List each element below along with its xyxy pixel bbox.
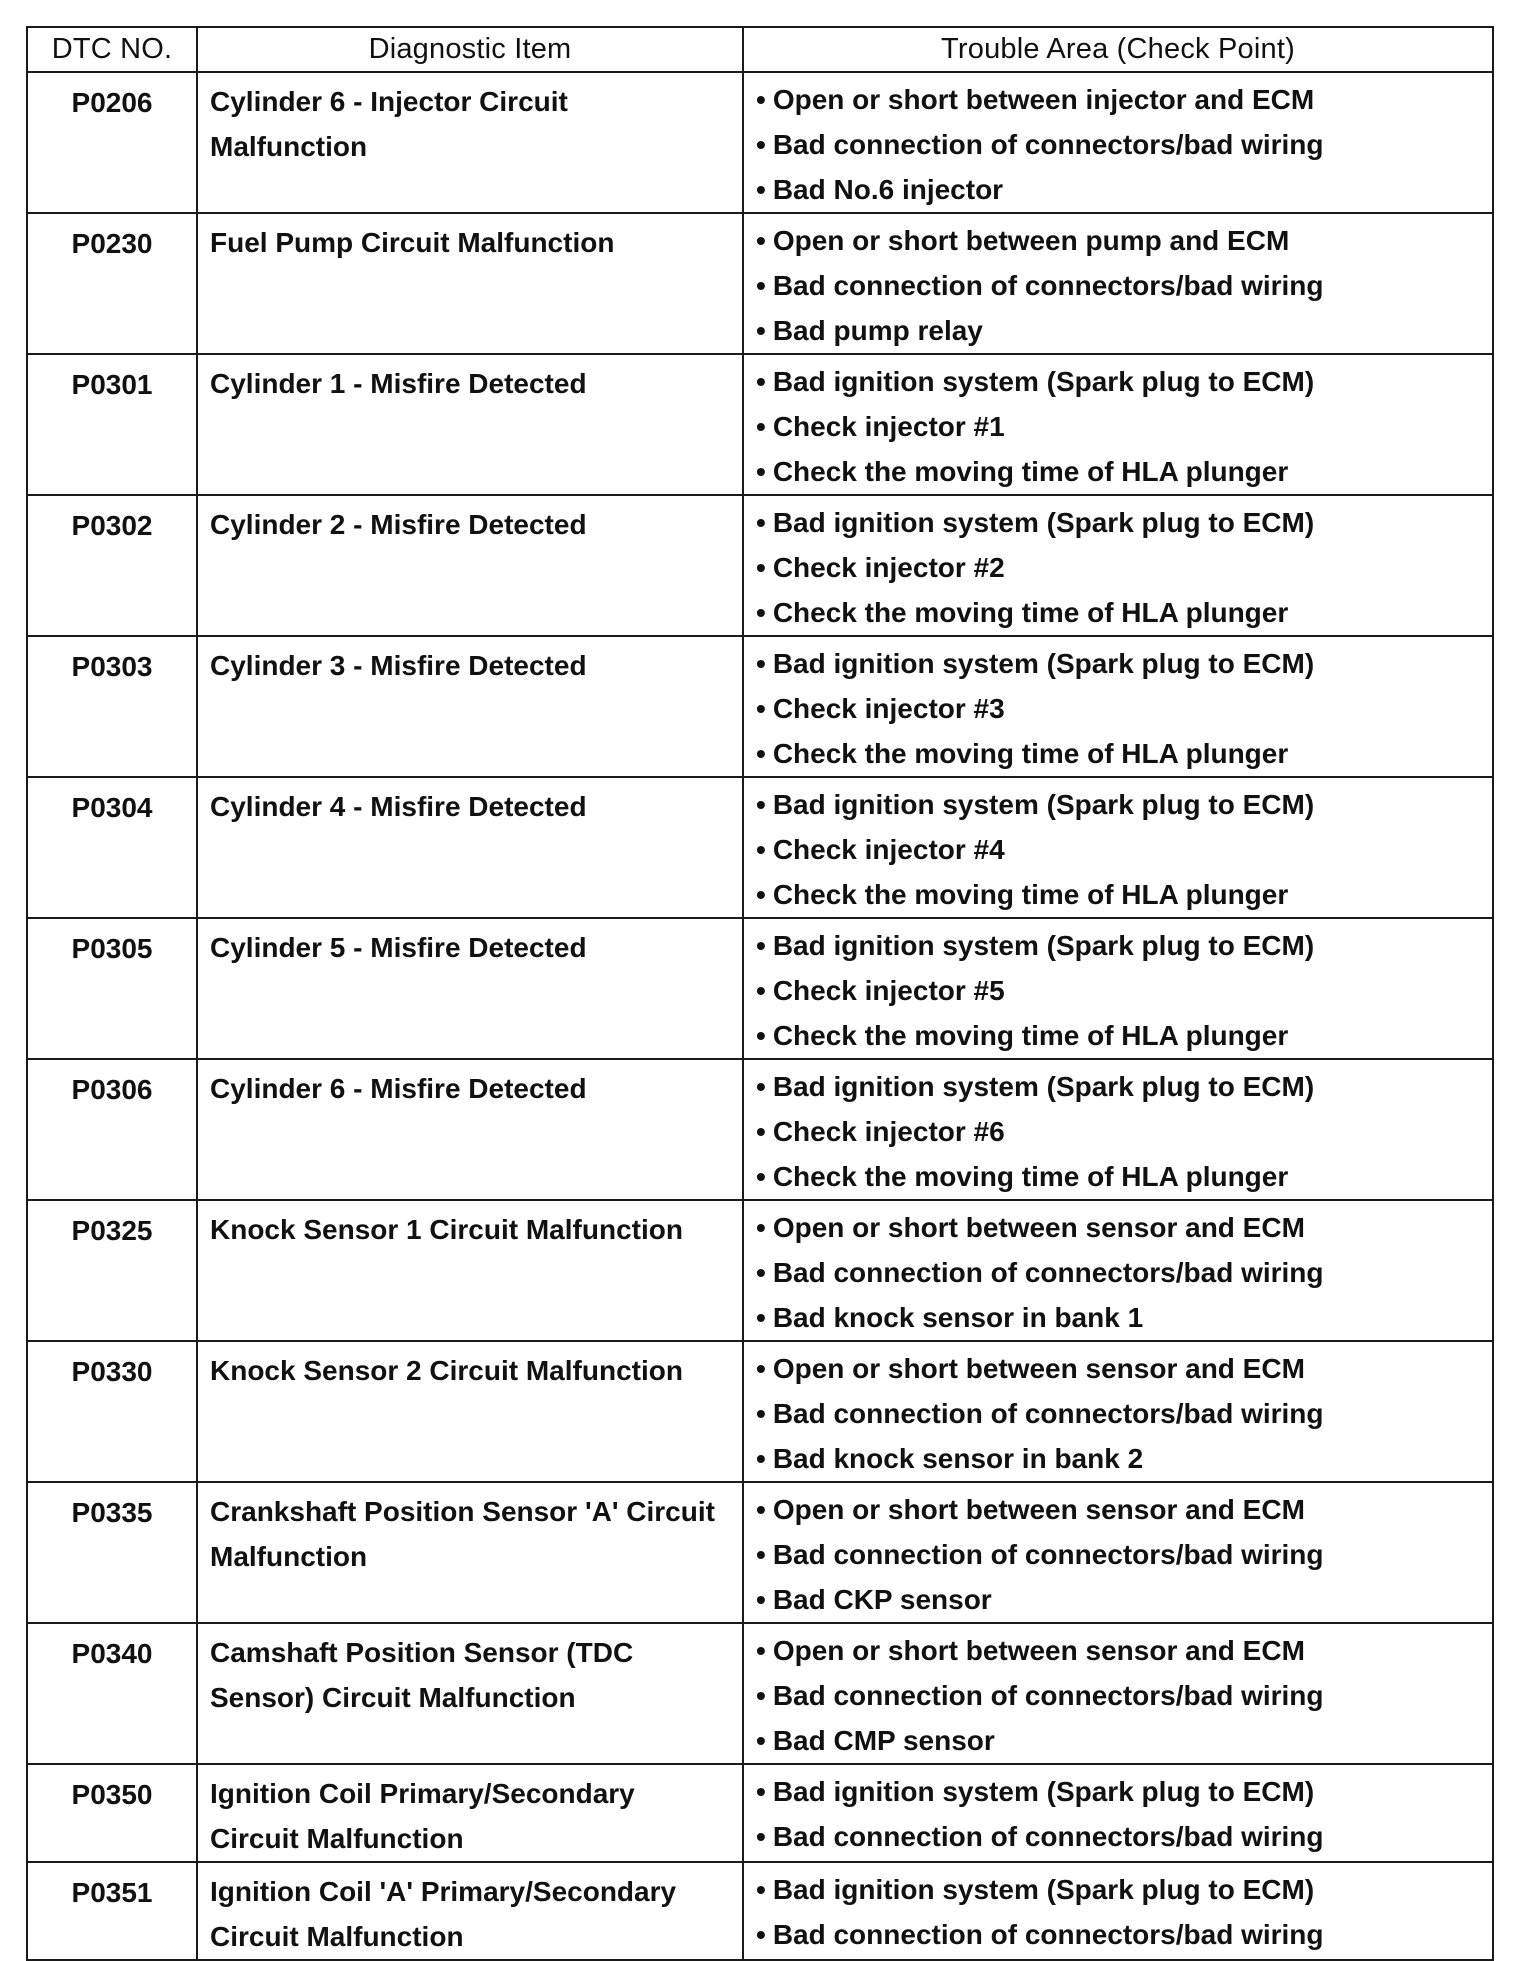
check-point: • Bad knock sensor in bank 1 [756, 1295, 1480, 1340]
check-point: • Bad connection of connectors/bad wiring [756, 1250, 1480, 1295]
diagnostic-item: Cylinder 1 - Misfire Detected [197, 354, 743, 495]
check-point: • Check injector #3 [756, 686, 1480, 731]
check-point: • Check the moving time of HLA plunger [756, 449, 1480, 494]
check-point: • Bad ignition system (Spark plug to ECM) [756, 1867, 1480, 1912]
check-point: • Bad knock sensor in bank 2 [756, 1436, 1480, 1481]
check-point: • Check injector #2 [756, 545, 1480, 590]
check-point: • Bad connection of connectors/bad wiring [756, 1912, 1480, 1957]
diagnostic-item: Crankshaft Position Sensor 'A' Circuit Malfunction [197, 1482, 743, 1623]
check-point: • Bad ignition system (Spark plug to ECM) [756, 641, 1480, 686]
table-row [27, 1623, 1493, 1764]
check-point: • Bad connection of connectors/bad wiring [756, 1532, 1480, 1577]
check-point: • Bad connection of connectors/bad wiring [756, 263, 1480, 308]
dtc-code: P0303 [27, 636, 197, 777]
check-point: • Bad CMP sensor [756, 1718, 1480, 1763]
check-point: • Open or short between sensor and ECM [756, 1346, 1480, 1391]
trouble-area [743, 918, 1493, 1059]
diagnostic-item: Cylinder 4 - Misfire Detected [197, 777, 743, 918]
table-row [27, 1200, 1493, 1341]
trouble-area [743, 1059, 1493, 1200]
trouble-area [743, 213, 1493, 354]
trouble-area [743, 1482, 1493, 1623]
table-row [27, 495, 1493, 636]
table-row [27, 636, 1493, 777]
check-point: • Check the moving time of HLA plunger [756, 731, 1480, 776]
dtc-code: P0330 [27, 1341, 197, 1482]
trouble-area [743, 495, 1493, 636]
diagnostic-item: Ignition Coil Primary/Secondary Circuit Malfunction [197, 1764, 743, 1862]
table-row [27, 354, 1493, 495]
check-point: • Check the moving time of HLA plunger [756, 1154, 1480, 1199]
check-point: • Check injector #6 [756, 1109, 1480, 1154]
check-point: • Check the moving time of HLA plunger [756, 1013, 1480, 1058]
check-point: • Open or short between pump and ECM [756, 218, 1480, 263]
check-point: • Bad connection of connectors/bad wiring [756, 1673, 1480, 1718]
table-body [27, 72, 1493, 1960]
dtc-code: P0304 [27, 777, 197, 918]
dtc-table [26, 26, 1494, 1961]
check-point: • Open or short between sensor and ECM [756, 1487, 1480, 1532]
dtc-code: P0230 [27, 213, 197, 354]
table-row [27, 213, 1493, 354]
dtc-code: P0325 [27, 1200, 197, 1341]
trouble-area [743, 1764, 1493, 1862]
trouble-area [743, 1623, 1493, 1764]
diagnostic-item: Cylinder 2 - Misfire Detected [197, 495, 743, 636]
check-point: • Bad CKP sensor [756, 1577, 1480, 1622]
dtc-code: P0350 [27, 1764, 197, 1862]
diagnostic-item: Ignition Coil 'A' Primary/Secondary Circuit Malfunction [197, 1862, 743, 1960]
check-point: • Open or short between sensor and ECM [756, 1205, 1480, 1250]
table-row [27, 1862, 1493, 1960]
check-point: • Check injector #4 [756, 827, 1480, 872]
diagnostic-item: Knock Sensor 1 Circuit Malfunction [197, 1200, 743, 1341]
table-row [27, 1059, 1493, 1200]
check-point: • Check injector #1 [756, 404, 1480, 449]
check-point: • Bad connection of connectors/bad wiring [756, 1391, 1480, 1436]
dtc-code: P0306 [27, 1059, 197, 1200]
header-diagnostic-item: Diagnostic Item [197, 27, 743, 72]
check-point: • Bad ignition system (Spark plug to ECM) [756, 1064, 1480, 1109]
diagnostic-item: Fuel Pump Circuit Malfunction [197, 213, 743, 354]
diagnostic-item: Cylinder 6 - Misfire Detected [197, 1059, 743, 1200]
dtc-code: P0305 [27, 918, 197, 1059]
diagnostic-item: Cylinder 6 - Injector Circuit Malfunction [197, 72, 743, 213]
diagnostic-item: Cylinder 3 - Misfire Detected [197, 636, 743, 777]
dtc-code: P0340 [27, 1623, 197, 1764]
trouble-area [743, 636, 1493, 777]
table-row [27, 1341, 1493, 1482]
trouble-area [743, 354, 1493, 495]
table-row [27, 777, 1493, 918]
trouble-area [743, 1862, 1493, 1960]
check-point: • Bad ignition system (Spark plug to ECM) [756, 359, 1480, 404]
check-point: • Open or short between sensor and ECM [756, 1628, 1480, 1673]
header-dtc: DTC NO. [27, 27, 197, 72]
dtc-code: P0351 [27, 1862, 197, 1960]
header-trouble-area: Trouble Area (Check Point) [743, 27, 1493, 72]
dtc-code: P0335 [27, 1482, 197, 1623]
check-point: • Bad ignition system (Spark plug to ECM) [756, 782, 1480, 827]
check-point: • Bad No.6 injector [756, 167, 1480, 212]
dtc-code: P0302 [27, 495, 197, 636]
check-point: • Bad connection of connectors/bad wiring [756, 1814, 1480, 1859]
trouble-area [743, 777, 1493, 918]
header-row [27, 27, 1493, 72]
check-point: • Check injector #5 [756, 968, 1480, 1013]
table-row [27, 1764, 1493, 1862]
check-point: • Bad ignition system (Spark plug to ECM) [756, 1769, 1480, 1814]
check-point: • Bad connection of connectors/bad wiring [756, 122, 1480, 167]
table-row [27, 72, 1493, 213]
check-point: • Bad ignition system (Spark plug to ECM) [756, 500, 1480, 545]
trouble-area [743, 72, 1493, 213]
trouble-area [743, 1200, 1493, 1341]
check-point: • Bad pump relay [756, 308, 1480, 353]
dtc-code: P0301 [27, 354, 197, 495]
table-row [27, 918, 1493, 1059]
table-row [27, 1482, 1493, 1623]
trouble-area [743, 1341, 1493, 1482]
diagnostic-item: Cylinder 5 - Misfire Detected [197, 918, 743, 1059]
dtc-code: P0206 [27, 72, 197, 213]
check-point: • Bad ignition system (Spark plug to ECM) [756, 923, 1480, 968]
check-point: • Check the moving time of HLA plunger [756, 590, 1480, 635]
check-point: • Check the moving time of HLA plunger [756, 872, 1480, 917]
check-point: • Open or short between injector and ECM [756, 77, 1480, 122]
diagnostic-item: Knock Sensor 2 Circuit Malfunction [197, 1341, 743, 1482]
diagnostic-item: Camshaft Position Sensor (TDC Sensor) Circuit Malfunction [197, 1623, 743, 1764]
